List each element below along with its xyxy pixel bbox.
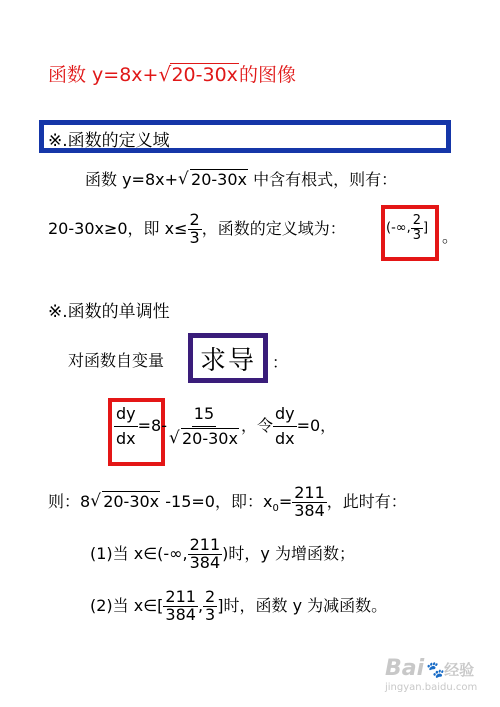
domain-line-1-prefix: 函数 y=8x+ [85,170,179,189]
frac-den: 384 [189,552,221,572]
domain-line-1-sqrt [178,170,248,189]
let-text: ，令 [240,416,273,435]
then-radicand: 20-30x [103,491,160,511]
case2-frac-2 [203,589,217,624]
case2-suffix: ]时，函数 y 为减函数。 [217,595,388,615]
frac-num: 211 [165,587,196,606]
domain-line-1-suffix: 中含有根式，则有： [248,170,398,189]
domain-close: ] [423,220,429,236]
case1-prefix: (1)当 x∈(-∞, [90,543,188,563]
frac-num: 2 [189,210,200,229]
baidu-watermark [385,658,489,698]
then-eq: = [278,491,293,511]
frac-num: 2 [205,587,216,606]
watermark-brand2: 经验 [444,661,475,679]
qiudao-text: 求导 [199,345,256,376]
title-sqrt [158,64,238,86]
case-1 [90,537,355,572]
domain-open: (-∞, [386,220,411,236]
case1-suffix: )时，y 为增函数； [222,543,355,563]
case2-prefix: (2)当 x∈[ [90,595,164,615]
frac-den: 3 [412,227,422,243]
section1-heading: ※.函数的定义域 [48,131,170,151]
frac-den: dx [116,429,136,448]
frac-num: 2 [412,213,422,228]
case2-frac-1 [163,589,198,624]
frac-den: 3 [205,604,216,624]
domain-line-2-prefix: 20-30x≥0，即 x≤ [48,218,188,238]
solve-line [48,485,407,520]
frac-den: 384 [165,604,196,624]
domain-line-2 [48,212,346,247]
intro-colon: ： [272,353,289,372]
derivative-expression [114,402,336,451]
frac-den: 384 [294,500,325,520]
title-prefix: 函数 y=8x+ [48,64,159,86]
let-frac [273,402,297,451]
title-radicand: 20-30x [171,64,238,86]
watermark-brand: Bai [385,656,425,681]
then-prefix: 则：8 [48,491,91,511]
then-sqrt [90,492,160,511]
domain-line-2-frac [188,212,202,247]
then-mid: -15=0，即：x [160,491,273,511]
frac-num: dy [273,402,297,427]
deriv-frac [167,402,241,451]
watermark-brand-row [385,658,489,681]
domain-period: 。 [442,227,459,246]
dy-dx-frac [114,402,138,451]
paw-icon: 🐾 [424,660,445,679]
page-title [48,60,296,87]
then-frac [292,485,327,520]
domain-answer [386,214,428,242]
frac-num: dy [114,402,138,427]
deriv-eq: =8- [137,416,167,435]
domain-frac [411,214,423,242]
domain-line-2-suffix: ，函数的定义域为： [201,218,346,238]
domain-line-1 [85,167,397,190]
frac-num: 211 [189,535,221,554]
watermark-domain: jingyan.baidu.com [385,682,478,693]
frac-den: dx [274,429,295,448]
frac-num: 211 [294,483,325,502]
then-sub: 0 [272,502,279,514]
case2-comma: , [197,595,204,615]
deriv-radicand: 20-30x [181,429,238,448]
section2-heading: ※.函数的单调性 [48,302,170,322]
frac-den: 3 [189,227,200,247]
case1-frac [188,537,223,572]
derivative-intro: 对函数自变量 [68,351,165,370]
let-eq: =0， [296,416,337,435]
frac-num: 15 [192,402,216,427]
domain-line-1-radicand: 20-30x [191,170,247,189]
title-suffix: 的图像 [238,64,296,86]
then-suffix: ，此时有： [326,491,407,511]
case-2 [90,589,387,624]
deriv-sqrt [169,427,239,451]
qiudao-box [188,333,268,383]
